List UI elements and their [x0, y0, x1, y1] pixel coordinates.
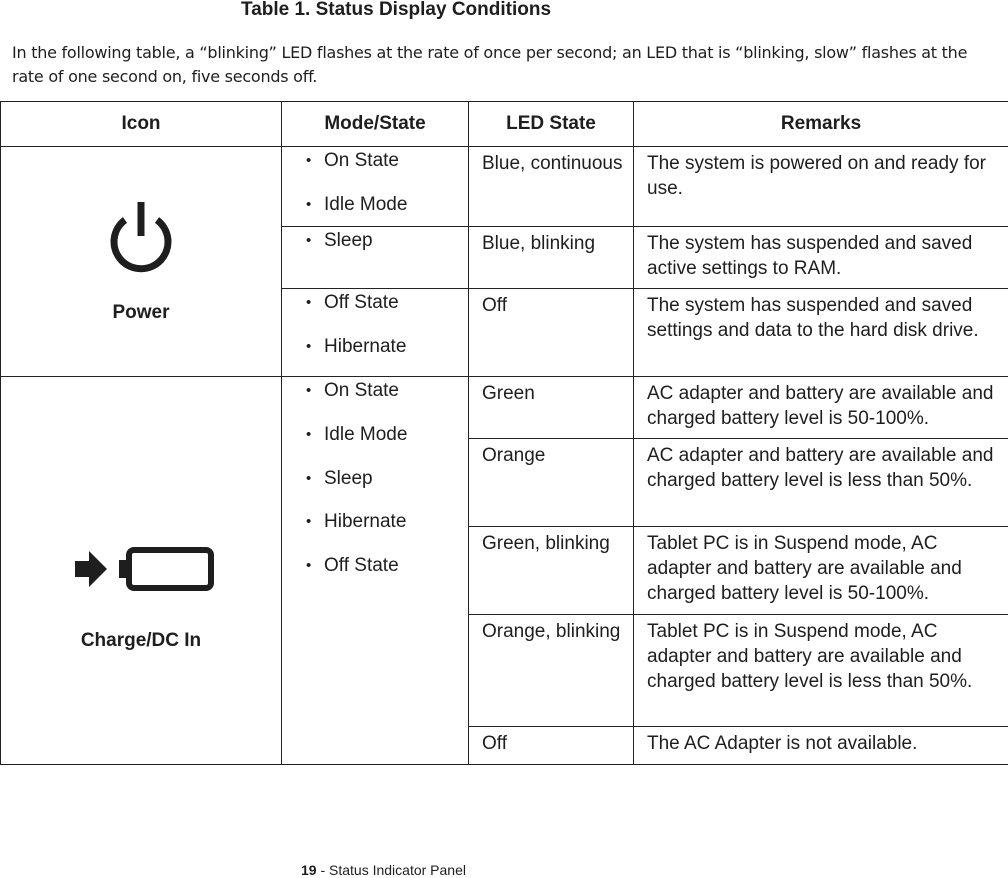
charge-led-3: Green, blinking	[469, 527, 634, 615]
list-item: • Sleep	[304, 468, 468, 490]
header-remarks: Remarks	[634, 102, 1008, 147]
page-number: 19	[301, 862, 317, 878]
list-item: • Idle Mode	[304, 194, 468, 216]
power-led-1: Blue, continuous	[469, 147, 634, 227]
page-footer	[301, 862, 466, 878]
header-icon: Icon	[1, 102, 282, 147]
header-led-state: LED State	[469, 102, 634, 147]
list-item: • Idle Mode	[304, 424, 468, 446]
table-row	[1, 377, 1008, 439]
list-item: • On State	[304, 380, 468, 402]
charge-led-1: Green	[469, 377, 634, 439]
power-icon-cell	[1, 147, 282, 377]
charge-led-4: Orange, blinking	[469, 615, 634, 727]
power-icon	[106, 200, 176, 276]
intro-paragraph: In the following table, a “blinking” LED flashes at the rate of once per second; an LED that is “blinking, slow” flashes at the rate of one second on, five seconds off.	[12, 41, 997, 89]
list-item: • Hibernate	[304, 511, 468, 533]
power-remark-1: The system is powered on and ready for use.	[634, 147, 1008, 227]
power-modes-2	[282, 227, 469, 289]
power-led-2: Blue, blinking	[469, 227, 634, 289]
list-item: • Off State	[304, 555, 468, 577]
power-modes-1	[282, 147, 469, 227]
power-led-3: Off	[469, 289, 634, 377]
charge-remark-1: AC adapter and battery are available and charged battery level is 50-100%.	[634, 377, 1008, 439]
table-title: Table 1. Status Display Conditions	[241, 0, 551, 20]
charge-remark-3: Tablet PC is in Suspend mode, AC adapter and battery are available and charged battery level is 50-100%.	[634, 527, 1008, 615]
charge-remark-5: The AC Adapter is not available.	[634, 727, 1008, 765]
status-table	[0, 101, 1008, 765]
charge-modes	[282, 377, 469, 765]
power-label: Power	[1, 302, 281, 324]
battery-charge-icon	[73, 546, 215, 592]
table-header-row	[1, 102, 1008, 147]
list-item: • Sleep	[304, 230, 468, 252]
list-item: • Off State	[304, 292, 468, 314]
power-remark-2: The system has suspended and saved active settings to RAM.	[634, 227, 1008, 289]
charge-label: Charge/DC In	[1, 630, 281, 652]
list-item: • Hibernate	[304, 336, 468, 358]
header-mode-state: Mode/State	[282, 102, 469, 147]
power-remark-3: The system has suspended and saved settings and data to the hard disk drive.	[634, 289, 1008, 377]
table-row	[1, 147, 1008, 227]
footer-section: - Status Indicator Panel	[317, 862, 466, 878]
charge-led-5: Off	[469, 727, 634, 765]
charge-led-2: Orange	[469, 439, 634, 527]
charge-remark-4: Tablet PC is in Suspend mode, AC adapter and battery are available and charged battery level is less than 50%.	[634, 615, 1008, 727]
power-modes-3	[282, 289, 469, 377]
charge-remark-2: AC adapter and battery are available and charged battery level is less than 50%.	[634, 439, 1008, 527]
charge-icon-cell	[1, 377, 282, 765]
list-item: • On State	[304, 150, 468, 172]
